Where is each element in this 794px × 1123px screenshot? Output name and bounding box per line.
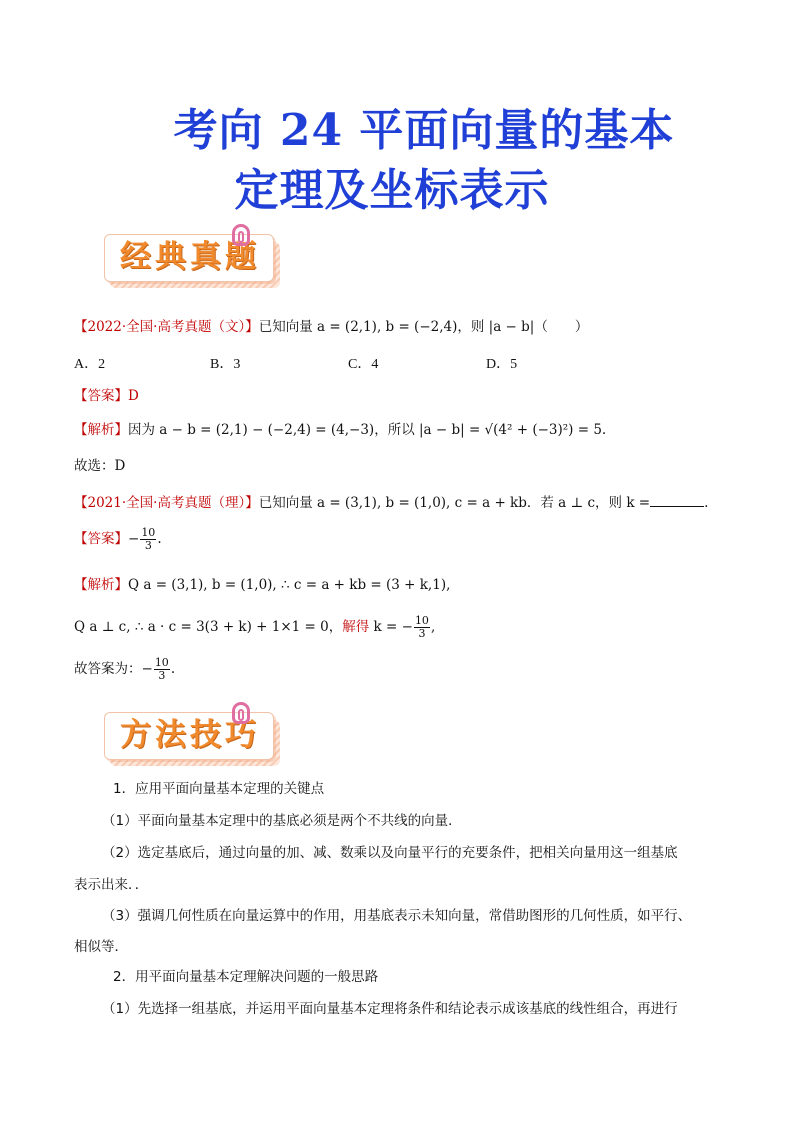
paperclip-icon <box>232 224 250 246</box>
method-p3b: 表示出来．． <box>74 877 149 893</box>
q2-stem-end: . <box>704 495 709 511</box>
q1-stem-text: 已知向量 a = (2,1), b = (−2,4)，则 |a − b|（ ） <box>258 319 589 335</box>
q2-analysis-text1: Q a = (3,1), b = (1,0), ∴ c = a + kb = (3 + k,1), <box>128 577 451 593</box>
q2-analysis-num: 10 <box>414 614 429 627</box>
q2-answer-num: 10 <box>141 526 156 539</box>
q2-analysis-text2b: 解得 <box>342 619 370 635</box>
q1-source: 【2022·全国·高考真题（文）】 <box>74 319 259 335</box>
section-title-classic: 经典真题 <box>120 239 260 275</box>
page-title-line1: 考向 24 平面向量的基本 <box>173 105 675 156</box>
section-banner-method <box>104 712 288 768</box>
q1-analysis-text: 因为 a − b = (2,1) − (−2,4) = (4,−3)，所以 |a − b| = √(4² + (−3)²) = 5. <box>128 422 607 438</box>
q2-final-den: 3 <box>158 669 166 682</box>
q2-final <box>74 656 175 682</box>
q2-analysis-label: 【解析】 <box>74 577 128 593</box>
q1-option-d: D．5 <box>486 357 518 372</box>
q2-answer-label: 【答案】 <box>74 531 128 547</box>
paperclip-icon <box>232 702 250 724</box>
method-p6: （1）先选择一组基底，并运用平面向量基本定理将条件和结论表示成该基底的线性组合，再进行 <box>102 1001 678 1017</box>
q2-stem <box>74 494 708 512</box>
q2-answer-den: 3 <box>144 539 152 552</box>
q2-final-end: . <box>170 661 176 677</box>
q2-answer-end: . <box>157 531 162 547</box>
q1-answer-value: D <box>128 388 139 404</box>
q2-source: 【2021·全国·高考真题（理）】 <box>74 495 259 511</box>
q1-analysis <box>74 421 606 439</box>
q2-analysis-text2a: Q a ⊥ c, ∴ a · c = 3(3 + k) + 1×1 = 0， <box>74 619 343 635</box>
q2-answer-fraction <box>140 527 156 552</box>
q2-final-prefix: 故答案为：− <box>74 661 153 677</box>
method-p5: 2．用平面向量基本定理解决问题的一般思路 <box>113 969 379 985</box>
q2-stem-text: 已知向量 a = (3,1), b = (1,0), c = a + kb．若 a ⊥ c，则 k = <box>258 495 651 511</box>
section-banner-classic <box>104 234 288 290</box>
section-title-method: 方法技巧 <box>120 717 260 753</box>
q2-analysis-fraction <box>414 615 430 640</box>
q2-analysis-text2c: k = − <box>369 619 413 635</box>
q1-analysis-label: 【解析】 <box>74 422 128 438</box>
q2-answer-blank <box>650 494 704 507</box>
page-title-line2: 定理及坐标表示 <box>234 165 550 216</box>
q2-final-num: 10 <box>154 656 169 669</box>
q1-option-c: C．4 <box>348 357 379 372</box>
method-p1: 1．应用平面向量基本定理的关键点 <box>113 781 325 797</box>
q2-analysis-line1 <box>74 576 450 594</box>
q1-stem <box>74 318 588 336</box>
method-p4a: （3）强调几何性质在向量运算中的作用，用基底表示未知向量，常借助图形的几何性质，如平行、 <box>102 908 692 924</box>
method-p2: （1）平面向量基本定理中的基底必须是两个不共线的向量． <box>102 813 462 829</box>
q2-final-fraction <box>154 657 170 682</box>
method-p4b: 相似等． <box>74 939 128 955</box>
q2-answer <box>74 526 162 552</box>
q1-answer <box>74 387 139 405</box>
q2-analysis-end: , <box>430 619 436 635</box>
q2-analysis-line2 <box>74 614 435 640</box>
q1-answer-label: 【答案】 <box>74 388 128 404</box>
q1-conclusion: 故选：D <box>74 458 126 474</box>
q2-answer-sign: − <box>128 531 140 547</box>
q1-option-b: B．3 <box>210 357 241 372</box>
q2-analysis-den: 3 <box>418 627 426 640</box>
method-p3a: （2）选定基底后，通过向量的加、减、数乘以及向量平行的充要条件，把相关向量用这一组基底 <box>102 845 678 861</box>
q1-option-a: A．2 <box>74 357 106 372</box>
